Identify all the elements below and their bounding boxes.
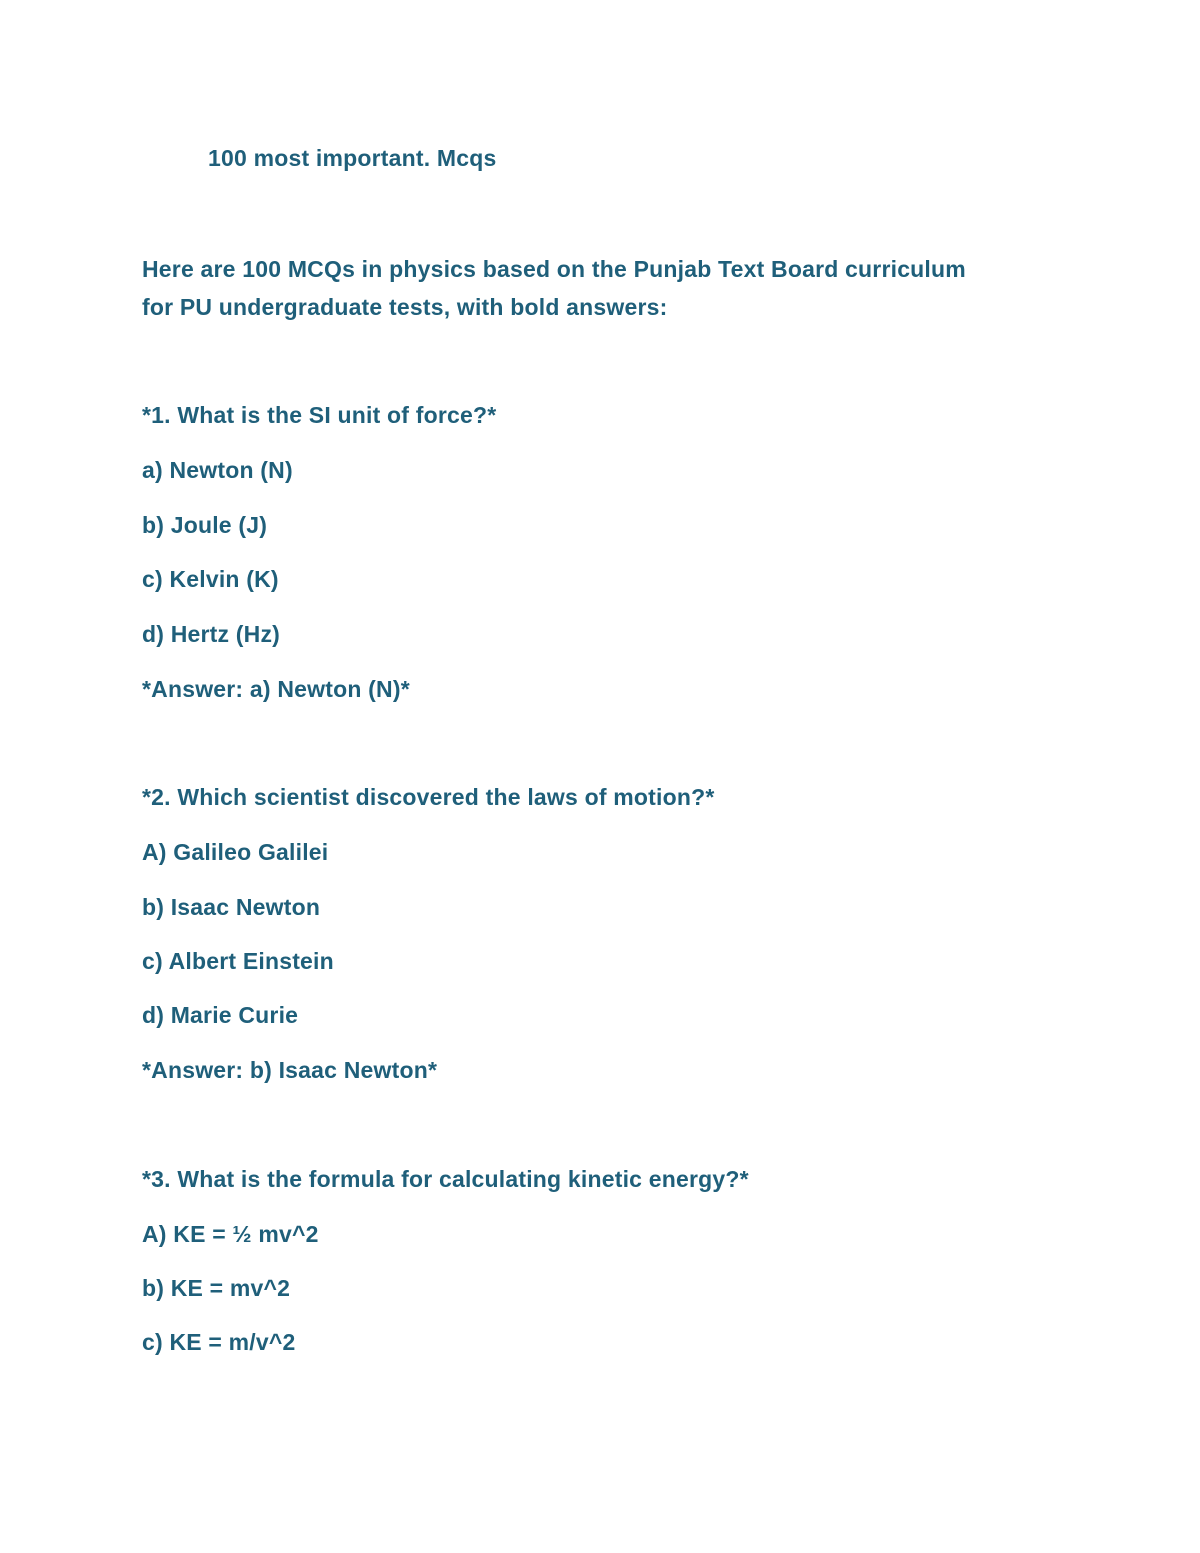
question-3-option-c: c) KE = m/v^2 [142,1329,296,1355]
intro-line-2: for PU undergraduate tests, with bold answers: [142,294,668,320]
question-3-option-b: b) KE = mv^2 [142,1275,291,1301]
question-2-answer: *Answer: b) Isaac Newton* [142,1057,438,1083]
question-1-option-c: c) Kelvin (K) [142,566,279,592]
question-1-answer: *Answer: a) Newton (N)* [142,676,410,702]
question-1-text: *1. What is the SI unit of force?* [142,402,497,428]
question-1-option-a: a) Newton (N) [142,457,293,483]
question-3-option-a: A) KE = ½ mv^2 [142,1221,319,1247]
question-1-option-d: d) Hertz (Hz) [142,621,281,647]
document-title: 100 most important. Mcqs [208,145,497,171]
question-2-text: *2. Which scientist discovered the laws of motion?* [142,784,715,810]
question-3-text: *3. What is the formula for calculating kinetic energy?* [142,1166,749,1192]
question-2-option-b: b) Isaac Newton [142,894,321,920]
question-2-option-a: A) Galileo Galilei [142,839,329,865]
question-2-option-d: d) Marie Curie [142,1002,299,1028]
question-1-option-b: b) Joule (J) [142,512,268,538]
question-2-option-c: c) Albert Einstein [142,948,334,974]
intro-line-1: Here are 100 MCQs in physics based on the Punjab Text Board curriculum [142,256,966,282]
